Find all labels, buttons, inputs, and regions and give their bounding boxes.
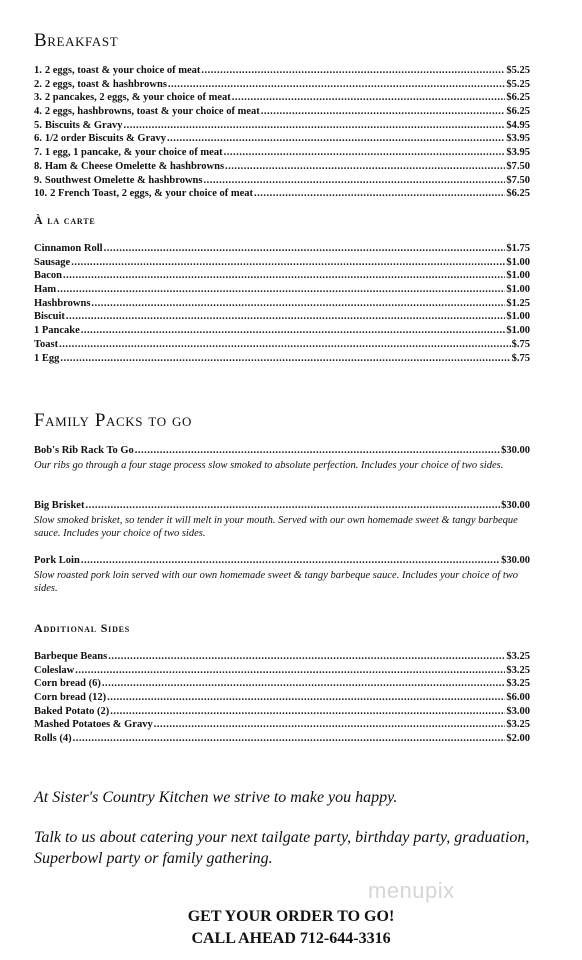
menu-item-row (34, 78, 530, 92)
leader-dots (102, 677, 505, 691)
item-price: $3.25 (506, 678, 530, 690)
item-name: 2 pancakes, 2 eggs, & your choice of meat (44, 92, 231, 104)
item-name: 2 eggs, toast & hashbrowns (44, 78, 167, 90)
item-name: Corn bread (12) (34, 692, 107, 704)
menu-item-row (34, 269, 530, 283)
item-price: $3.25 (506, 651, 530, 662)
leader-dots (81, 324, 506, 338)
item-price: $2.00 (506, 733, 530, 745)
order-to-go-heading: GET YOUR ORDER TO GO! (187, 908, 395, 925)
menu-item-row (34, 283, 530, 297)
item-number: 3. (34, 92, 42, 104)
item-name: 1 Pancake (34, 325, 80, 337)
additional-sides-list (34, 650, 530, 746)
item-number: 7. (34, 147, 42, 159)
item-name: Mashed Potatoes & Gravy (34, 719, 153, 731)
item-price: $3.00 (506, 705, 530, 717)
menu-item-row (34, 146, 530, 160)
item-name: Cinnamon Roll (34, 243, 103, 254)
menu-item-row (34, 297, 530, 311)
menu-item-row (34, 338, 530, 352)
item-price: $3.25 (506, 664, 530, 676)
item-name: 2 eggs, toast & your choice of meat (44, 65, 201, 76)
leader-dots (66, 310, 505, 324)
item-name: Biscuits & Gravy (44, 119, 123, 131)
menu-item-row (34, 187, 530, 201)
item-price: $6.25 (506, 188, 530, 200)
breakfast-list (34, 64, 530, 201)
item-price: $1.00 (506, 256, 530, 268)
leader-dots (73, 732, 506, 746)
item-price: $5.25 (506, 78, 530, 90)
item-number: 8. (34, 160, 42, 172)
item-number: 1. (34, 65, 42, 76)
family-pack-item (34, 499, 530, 541)
family-packs-title: Family Packs to go (34, 410, 193, 431)
a-la-carte-list (34, 242, 530, 365)
item-price: $30.00 (501, 555, 530, 566)
menu-item-row (34, 732, 530, 746)
menu-item-row (34, 310, 530, 324)
menu-item-row (34, 91, 530, 105)
item-description: Slow roasted pork loin served with our own homemade sweet & tangy barbeque sauce. Includes your choice of two sides. (34, 569, 518, 595)
leader-dots (59, 338, 511, 352)
item-price: $1.25 (506, 297, 530, 309)
a-la-carte-title: À la carte (34, 213, 96, 227)
leader-dots (60, 352, 510, 366)
leader-dots (201, 64, 505, 78)
item-price: $7.50 (506, 174, 530, 186)
item-price: $.75 (511, 338, 530, 350)
item-number: 6. (34, 133, 42, 145)
leader-dots (110, 705, 505, 719)
item-name: Southwest Omelette & hashbrowns (44, 174, 203, 186)
menu-item-row (34, 705, 530, 719)
additional-sides-title: Additional Sides (34, 621, 131, 635)
item-price: $6.00 (506, 692, 530, 704)
item-price: $1.00 (506, 311, 530, 323)
item-name: Corn bread (6) (34, 678, 101, 690)
leader-dots (104, 242, 506, 256)
item-price: $7.50 (506, 160, 530, 172)
leader-dots (85, 499, 500, 513)
call-ahead-phone: CALL AHEAD 712-644-3316 (191, 930, 391, 947)
menu-item-row (34, 352, 530, 366)
item-price: $3.25 (506, 719, 530, 731)
item-price: $5.25 (506, 65, 530, 76)
leader-dots (91, 297, 505, 311)
leader-dots (224, 146, 506, 160)
item-price: $3.95 (506, 147, 530, 159)
item-number: 9. (34, 174, 42, 186)
menu-item-row (34, 132, 530, 146)
item-name: 2 French Toast, 2 eggs, & your choice of meat (50, 188, 254, 200)
item-price: $.75 (511, 352, 530, 364)
item-number: 10. (34, 188, 48, 200)
leader-dots (261, 105, 506, 119)
item-number: 5. (34, 119, 42, 131)
menu-item-row (34, 105, 530, 119)
item-name: Coleslaw (34, 664, 75, 676)
leader-dots (71, 256, 505, 270)
menu-item-row (34, 691, 530, 705)
leader-dots (57, 283, 505, 297)
item-name: Hashbrowns (34, 297, 91, 309)
family-pack-item (34, 554, 530, 596)
leader-dots (154, 718, 506, 732)
leader-dots (203, 174, 505, 188)
item-name: Ham (34, 284, 57, 296)
menu-item-row (34, 718, 530, 732)
leader-dots (135, 444, 500, 458)
menu-item-row (34, 677, 530, 691)
leader-dots (254, 187, 505, 201)
family-pack-row (34, 444, 530, 458)
item-name: 1 Egg (34, 352, 60, 364)
item-description: Our ribs go through a four stage process slow smoked to absolute perfection. Includes your choice of two sides. (34, 459, 504, 471)
item-name: Sausage (34, 256, 71, 268)
item-name: Big Brisket (34, 500, 85, 511)
leader-dots (225, 160, 505, 174)
item-name: Pork Loin (34, 555, 80, 566)
item-description: Slow smoked brisket, so tender it will melt in your mouth. Served with our own homemade sweet & tangy barbeque sauce. Includes your choice of two sides. (34, 514, 518, 540)
family-pack-row (34, 499, 530, 513)
family-pack-row (34, 554, 530, 568)
leader-dots (168, 78, 505, 92)
item-price: $6.25 (506, 92, 530, 104)
item-name: Rolls (4) (34, 733, 72, 745)
item-name: 1/2 order Biscuits & Gravy (44, 133, 167, 145)
item-name: Toast (34, 338, 59, 350)
menu-item-row (34, 664, 530, 678)
item-price: $1.00 (506, 270, 530, 282)
menu-item-row (34, 256, 530, 270)
item-price: $1.75 (506, 243, 530, 254)
item-number: 4. (34, 106, 42, 118)
leader-dots (232, 91, 506, 105)
item-number: 2. (34, 78, 42, 90)
item-name: Barbeque Beans (34, 651, 108, 662)
family-pack-item (34, 444, 530, 472)
item-name: Bacon (34, 270, 63, 282)
leader-dots (123, 119, 505, 133)
menu-item-row (34, 160, 530, 174)
leader-dots (63, 269, 505, 283)
leader-dots (167, 132, 505, 146)
item-price: $3.95 (506, 133, 530, 145)
leader-dots (107, 691, 505, 705)
tagline-catering: Talk to us about catering your next tailgate party, birthday party, graduation, Superbowl party or family gathering. (34, 829, 530, 867)
item-name: 1 egg, 1 pancake, & your choice of meat (44, 147, 223, 159)
item-name: Biscuit (34, 311, 65, 323)
item-price: $30.00 (501, 500, 530, 511)
item-price: $30.00 (501, 445, 530, 456)
leader-dots (81, 554, 500, 568)
breakfast-title: Breakfast (34, 30, 119, 51)
menu-item-row (34, 324, 530, 338)
tagline-happy: At Sister's Country Kitchen we strive to make you happy. (34, 789, 398, 806)
item-name: 2 eggs, hashbrowns, toast & your choice of meat (44, 106, 260, 118)
item-price: $1.00 (506, 325, 530, 337)
menu-item-row (34, 242, 530, 256)
item-name: Baked Potato (2) (34, 705, 110, 717)
menu-item-row (34, 174, 530, 188)
leader-dots (75, 664, 505, 678)
menu-item-row (34, 119, 530, 133)
item-name: Ham & Cheese Omelette & hashbrowns (44, 160, 225, 172)
item-price: $6.25 (506, 106, 530, 118)
item-price: $4.95 (506, 119, 530, 131)
leader-dots (108, 650, 505, 664)
menu-item-row (34, 650, 530, 664)
item-name: Bob's Rib Rack To Go (34, 445, 134, 456)
menu-item-row (34, 64, 530, 78)
item-price: $1.00 (506, 284, 530, 296)
menupix-watermark: menupix (368, 878, 455, 903)
